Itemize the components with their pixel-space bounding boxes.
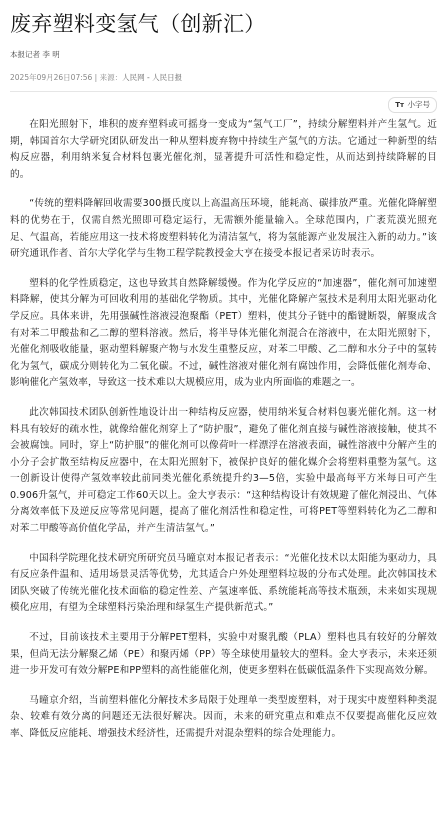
header-divider	[10, 91, 437, 92]
publish-datetime: 2025年09月26日07:56	[10, 73, 93, 82]
article-title: 废弃塑料变氢气（创新汇）	[10, 12, 266, 36]
font-size-icon: Tт	[395, 101, 405, 109]
article-paragraph: 不过，目前该技术主要用于分解PET塑料，实验中对聚乳酸（PLA）塑料也具有较好的分解效果，但尚无法分解聚乙烯（PE）和聚丙烯（PP）等全球使用量较大的塑料。金大亨表示，未来还须进一步开发可有效分解PE和PP塑料的高性能催化剂，使更多塑料在低碳低温条件下实现高效分解。	[10, 632, 437, 677]
article-paragraph: 在阳光照射下，堆积的废弃塑料或可摇身一变成为“氢气工厂”，持续分解塑料并产生氢气。近期，韩国首尔大学研究团队研发出一种从塑料废弃物中持续生产氢气的方法。它通过一种新型的结构反应器，利用纳米复合材料包裹光催化剂，显著提升可活性和稳定性，从而达到持续降解的目的。	[10, 119, 437, 180]
article-paragraph: 中国科学院理化技术研究所研究员马曈京对本报记者表示：“光催化技术以太阳能为驱动力，具有反应条件温和、适用场景灵活等优势，尤其适合户外处理塑料垃圾的分布式处理。此次韩国技术团队突破了传统光催化技术面临的稳定性差、产氢速率低、系统能耗高等技术瓶颈，未来如实现规模化应用，有望为全球塑料污染治理和绿氢生产提供新范式。”	[10, 552, 437, 614]
article-paragraph: “传统的塑料降解回收需要300摄氏度以上高温高压环境，能耗高、碳排放严重。光催化降解塑料的优势在于，仅需自然光照即可稳定运行，无需额外能量输入。全球范围内，广袤荒漠光照充足、气温高，若能应用这一技术将废塑料转化为清洁氢气，将为氢能源产业发展注入新的动力。”该研究通讯作者、首尔大学化学与生物工程学院教授金大亨在接受本报记者采访时表示。	[10, 198, 437, 260]
source-prefix: 来源：	[99, 73, 123, 82]
byline: 本报记者 李 明	[10, 50, 60, 59]
article-paragraph: 塑料的化学性质稳定，这也导致其自然降解缓慢。作为化学反应的“加速器”，催化剂可加速塑料降解，使其分解为可回收利用的基础化学物质。其中，光催化降解产氢技术是利用太阳光驱动化学反应。具体来讲，先用强碱性溶液浸泡聚酯（PET）塑料，使其分子链中的酯键断裂，解聚成含有对苯二甲酸盐和乙二醇的塑料溶液。然后，将半导体光催化剂混合在溶液中，在太阳光照射下，光催化剂吸收能量，驱动塑料解聚产物与水发生重整反应，对苯二甲酸、乙二醇和水分子中的氢转化为氢气，碳成分则转化为二氧化碳。不过，碱性溶液对催化剂有腐蚀作用，会降低催化剂寿命、影响催化产氢效率，导致这一技术难以大规模应用，成为业内所面临的难题之一。	[10, 277, 437, 389]
article-paragraph: 此次韩国技术团队创新性地设计出一种结构反应器，使用纳米复合材料包裹光催化剂。这一材料具有较好的疏水性，就像给催化剂穿上了“防护服”，避免了催化剂直接与碱性溶液接触，使其不会被腐蚀。同时，穿上“防护服”的催化剂可以像荷叶一样漂浮在溶液表面，碱性溶液中分解产生的小分子会扩散至结构反应器中，在太阳光照射下，被保护良好的催化媒介会将塑料重整为氢气。这一创新设计使得产氢效率较此前同类光催化系统提升约3—5倍，实验中最高每平方米每日可产生0.906升氢气，并可稳定工作60天以上。金大亨表示：“这种结构设计有效规避了催化剂浸出、气体分离效率低下及逆反应等常见问题，提高了催化剂活性和稳定性，可将PET等塑料转化为乙二醇和对苯二甲酸等高价值化学品，并产生清洁氢气。”	[10, 406, 437, 535]
article-meta	[10, 73, 437, 83]
article-toolbar	[10, 97, 437, 111]
article-paragraph: 马曈京介绍，当前塑料催化分解技术多局限于处理单一类型废塑料，对于现实中废塑料种类混杂、较难有效分离的问题还无法很好解决。因而，未来的研究重点和难点不仅要提高催化反应效率、降低反应能耗、增强技术经济性，还需提升对混杂塑料的综合处理能力。	[10, 694, 437, 739]
meta-separator: |	[92, 73, 100, 82]
article-body	[10, 117, 437, 743]
source-link[interactable]: 人民网 - 人民日报	[122, 73, 183, 82]
font-size-toggle-button[interactable]	[388, 97, 437, 113]
font-size-toggle-label: 小字号	[407, 100, 430, 109]
